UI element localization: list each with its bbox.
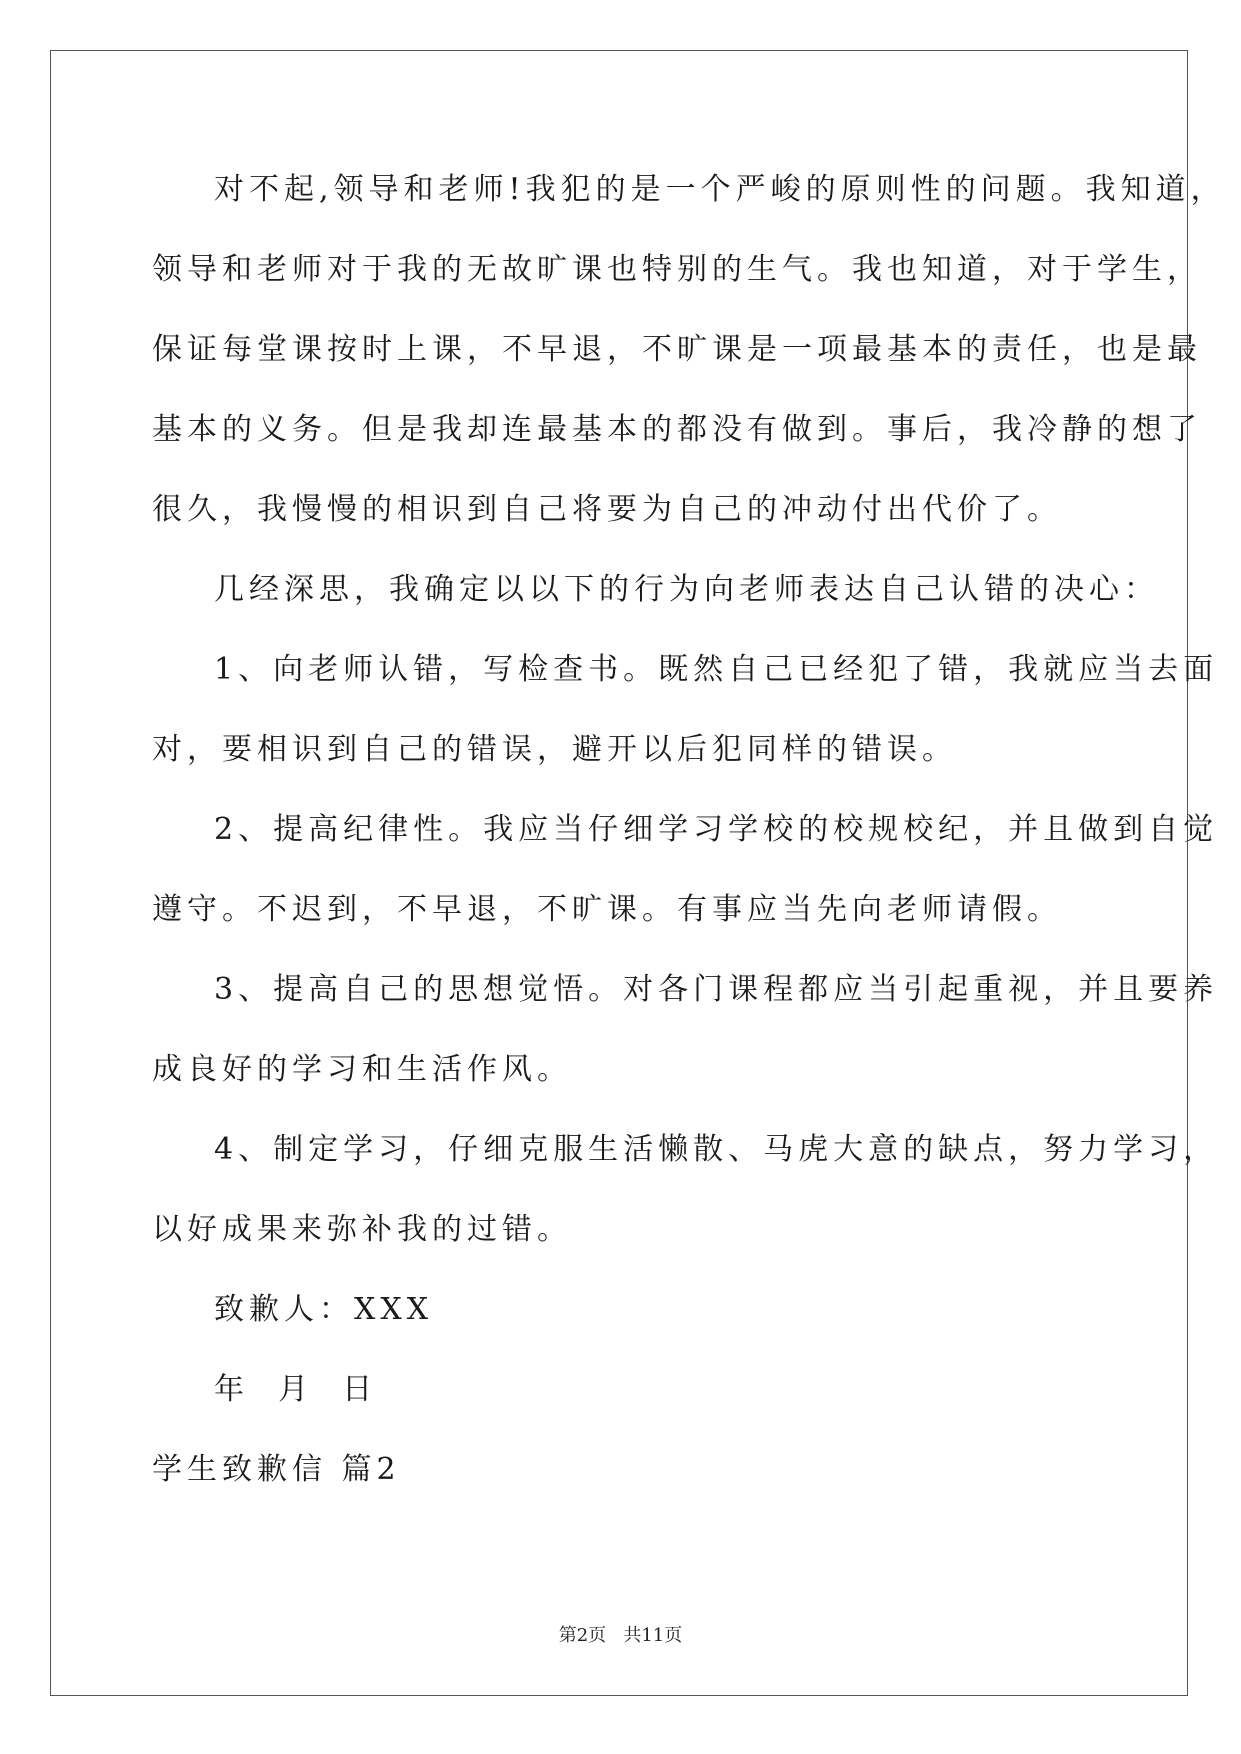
list-item-line: 2、提高纪律性。我应当仔细学习学校的校规校纪，并且做到自觉 [214, 812, 1219, 847]
paragraph-line: 几经深思，我确定以以下的行为向老师表达自己认错的决心： [214, 572, 1159, 607]
paragraph-line: 对不起,领导和老师!我犯的是一个严峻的原则性的问题。我知道， [214, 172, 1226, 207]
paragraph-line: 领导和老师对于我的无故旷课也特别的生气。我也知道，对于学生， [152, 252, 1202, 287]
paragraph-line: 基本的义务。但是我却连最基本的都没有做到。事后，我冷静的想了 [152, 412, 1202, 447]
list-item-line: 对，要相识到自己的错误，避开以后犯同样的错误。 [152, 732, 957, 767]
list-item-line: 遵守。不迟到，不早退，不旷课。有事应当先向老师请假。 [152, 892, 1062, 927]
document-body [152, 150, 1226, 1510]
list-item-line: 以好成果来弥补我的过错。 [152, 1212, 572, 1247]
section-heading: 学生致歉信 篇2 [152, 1452, 401, 1487]
page-number-footer: 第2页 共11页 [558, 1625, 683, 1646]
list-item-line: 4、制定学习，仔细克服生活懒散、马虎大意的缺点，努力学习， [214, 1132, 1219, 1167]
list-item-line: 3、提高自己的思想觉悟。对各门课程都应当引起重视，并且要养 [214, 972, 1219, 1007]
signature-line: 致歉人：XXX [214, 1292, 434, 1327]
paragraph-line: 保证每堂课按时上课，不早退，不旷课是一项最基本的责任，也是最 [152, 332, 1202, 367]
list-item-line: 1、向老师认错，写检查书。既然自己已经犯了错，我就应当去面 [214, 652, 1219, 687]
date-line: 年 月 日 [214, 1372, 378, 1407]
paragraph-line: 很久，我慢慢的相识到自己将要为自己的冲动付出代价了。 [152, 492, 1062, 527]
list-item-line: 成良好的学习和生活作风。 [152, 1052, 572, 1087]
